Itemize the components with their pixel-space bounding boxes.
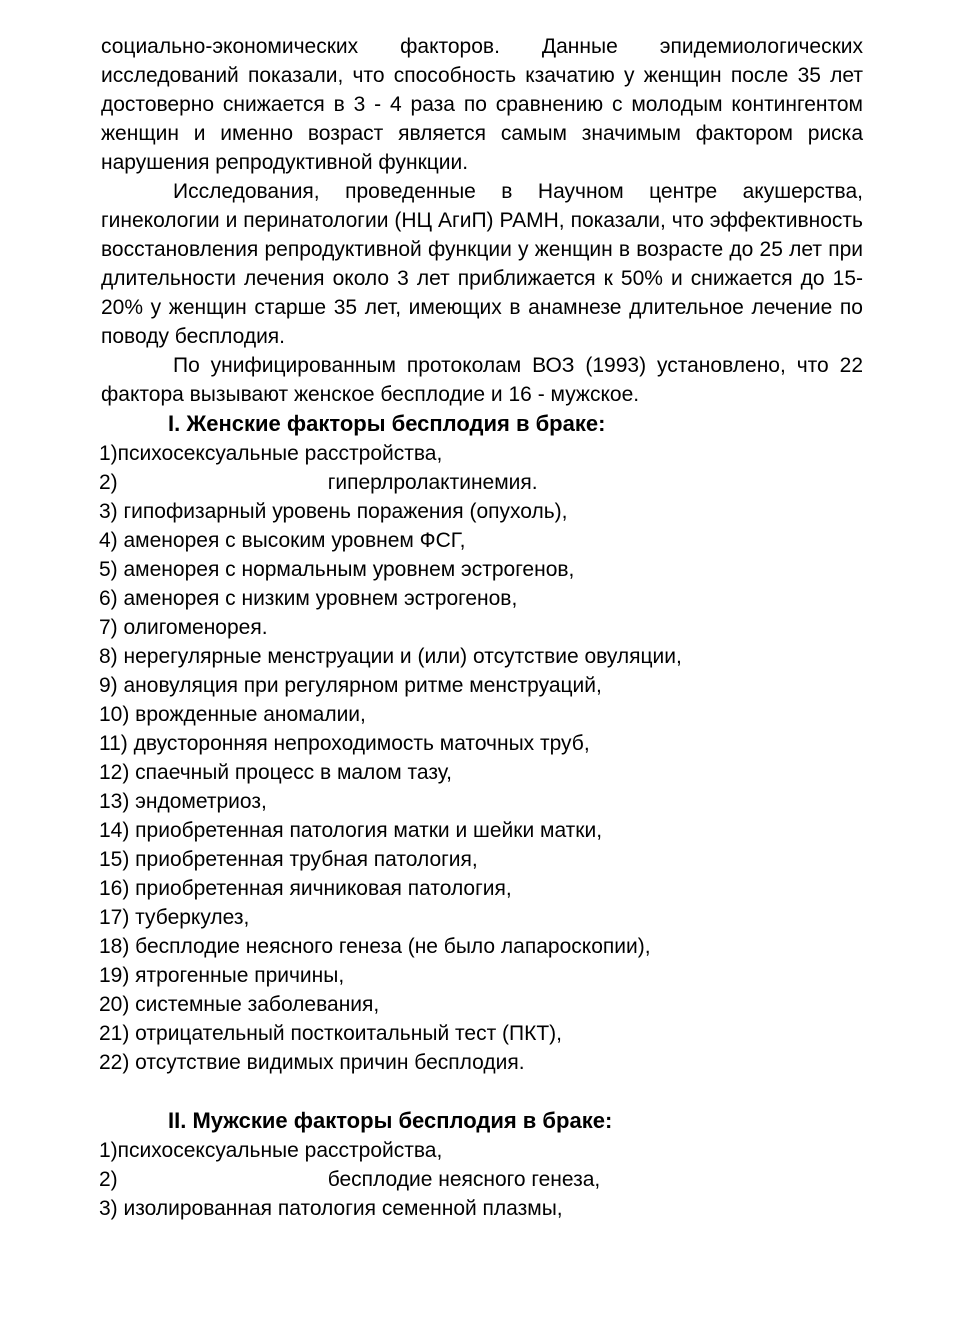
list-item: 20) системные заболевания,	[99, 993, 380, 1016]
list-item: 18) бесплодие неясного генеза (не было лапароскопии),	[99, 935, 651, 958]
list-item: 21) отрицательный посткоитальный тест (ПКТ),	[99, 1022, 562, 1045]
list-item: 7) олигоменорея.	[99, 616, 268, 639]
list-item: 5) аменорея с нормальным уровнем эстрогенов,	[99, 558, 575, 581]
list-item: 14) приобретенная патология матки и шейки матки,	[99, 819, 603, 842]
list-item: 12) спаечный процесс в малом тазу,	[99, 761, 452, 784]
male-factors-list	[99, 1136, 600, 1223]
list-item: 1)психосексуальные расстройства,	[99, 442, 443, 465]
intro-paragraph-2: Исследования, проведенные в Научном центре акушерства, гинекологии и перинатологии (НЦ АгиП) РАМН, показали, что эффективность восстановления репродуктивной функции у женщин в возрасте до 25 лет при длительности лечения около 3 лет приближается к 50% и снижается до 15-20% у женщин старше 35 лет, имеющих в анамнезе длительное лечение по поводу бесплодия.	[101, 180, 863, 348]
list-item: 4) аменорея с высоким уровнем ФСГ,	[99, 529, 466, 552]
list-item: 9) ановуляция при регулярном ритме менструаций,	[99, 674, 602, 697]
intro-paragraph-3: По унифицированным протоколам ВОЗ (1993) установлено, что 22 фактора вызывают женское бесплодие и 16 - мужское.	[101, 354, 863, 406]
list-item: 22) отсутствие видимых причин бесплодия.	[99, 1051, 525, 1074]
list-item: 16) приобретенная яичниковая патология,	[99, 877, 512, 900]
list-item: 17) туберкулез,	[99, 906, 250, 929]
list-item	[99, 1165, 600, 1194]
list-item	[99, 468, 682, 497]
female-factors-heading: I. Женские факторы бесплодия в браке:	[168, 411, 606, 436]
list-item-number: 2)	[99, 471, 118, 494]
male-factors-heading: II. Мужские факторы бесплодия в браке:	[168, 1108, 613, 1133]
list-item: 3) изолированная патология семенной плазмы,	[99, 1197, 563, 1220]
list-item: 3) гипофизарный уровень поражения (опухоль),	[99, 500, 568, 523]
list-item: 8) нерегулярные менструации и (или) отсутствие овуляции,	[99, 645, 682, 668]
list-item-text: бесплодие неясного генеза,	[327, 1168, 601, 1191]
list-item: 19) ятрогенные причины,	[99, 964, 345, 987]
list-item: 11) двусторонняя непроходимость маточных труб,	[99, 732, 590, 755]
list-item: 15) приобретенная трубная патология,	[99, 848, 478, 871]
list-item: 6) аменорея с низким уровнем эстрогенов,	[99, 587, 518, 610]
female-factors-list	[99, 439, 682, 1077]
list-item: 13) эндометриоз,	[99, 790, 267, 813]
list-item: 10) врожденные аномалии,	[99, 703, 366, 726]
intro-paragraph-1: социально-экономических факторов. Данные эпидемиологических исследований показали, что способность кзачатию у женщин после 35 лет достоверно снижается в 3 - 4 раза по сравнению с молодым контингентом женщин и именно возраст является самым значимым фактором риска нарушения репродуктивной функции.	[101, 35, 863, 174]
list-item-text: гиперлролактинемия.	[327, 471, 538, 494]
list-item: 1)психосексуальные расстройства,	[99, 1139, 443, 1162]
list-item-number: 2)	[99, 1168, 118, 1191]
